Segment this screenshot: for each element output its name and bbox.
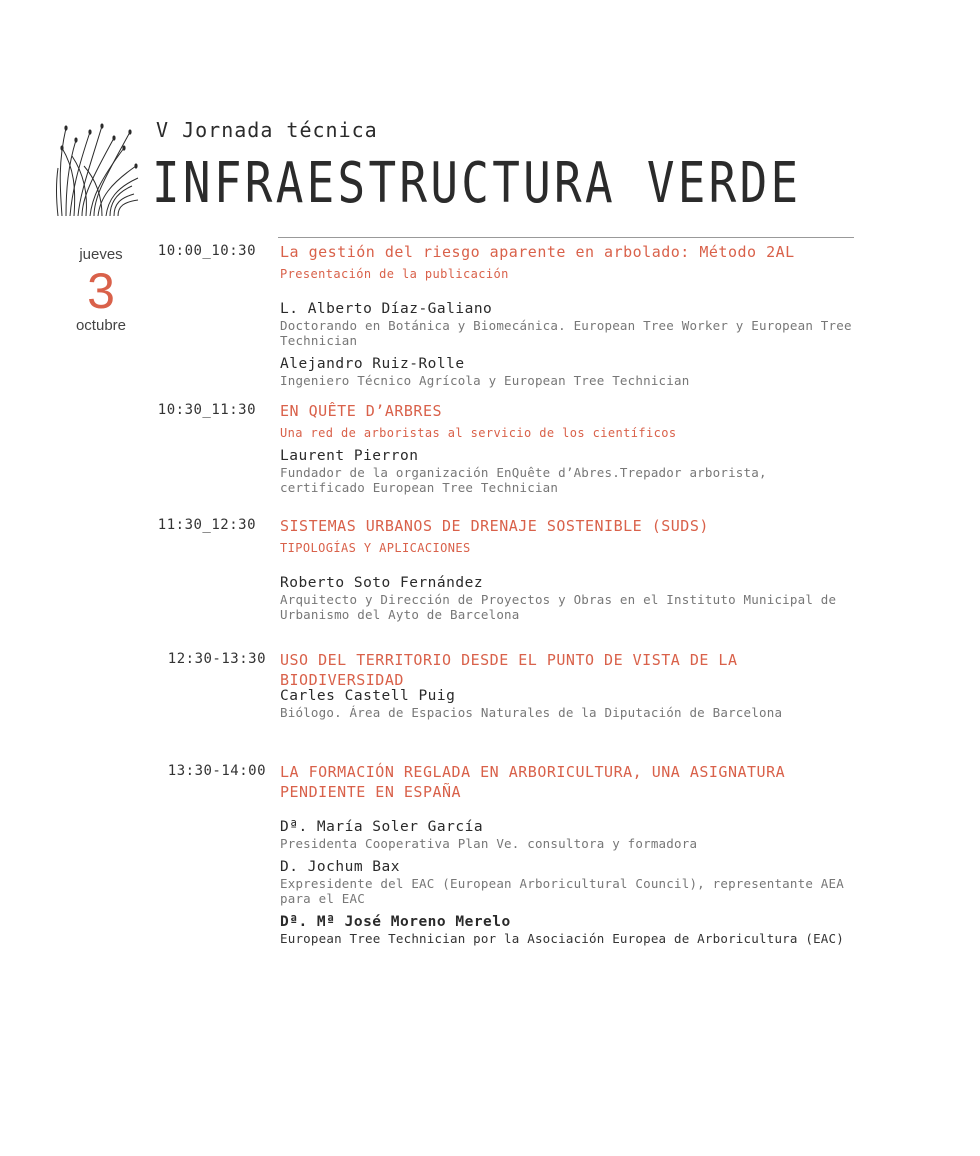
session-subtitle: Presentación de la publicación — [280, 267, 509, 281]
speaker-desc: Doctorando en Botánica y Biomecánica. European Tree Worker y European Tree Technician — [280, 318, 852, 348]
speaker-desc: Ingeniero Técnico Agrícola y European Tree Technician — [280, 373, 690, 388]
session-title: USO DEL TERRITORIO DESDE EL PUNTO DE VISTA DE LA BIODIVERSIDAD — [280, 651, 738, 689]
date-day: 3 — [87, 263, 115, 319]
session-title: LA FORMACIÓN REGLADA EN ARBORICULTURA, UNA ASIGNATURA PENDIENTE EN ESPAÑA — [280, 763, 786, 801]
speaker — [280, 818, 870, 851]
session-subtitle: Una red de arboristas al servicio de los científicos — [280, 426, 677, 440]
speaker-desc: European Tree Technician por la Asociación Europea de Arboricultura (EAC) — [280, 931, 844, 946]
session — [280, 762, 820, 802]
speaker — [280, 687, 870, 720]
session-title: SISTEMAS URBANOS DE DRENAJE SOSTENIBLE (SUDS) — [280, 517, 709, 535]
speaker-name: Laurent Pierron — [280, 448, 419, 464]
speaker — [280, 913, 870, 946]
session-title: La gestión del riesgo aparente en arbolado: Método 2AL — [280, 243, 795, 261]
speaker-desc: Arquitecto y Dirección de Proyectos y Obras en el Instituto Municipal de Urbanismo del Ayto de Barcelona — [280, 592, 837, 622]
session-time: 10:00_10:30 — [157, 243, 256, 259]
speaker-name: Roberto Soto Fernández — [280, 575, 484, 591]
speaker-name: Dª. Mª José Moreno Merelo — [280, 914, 511, 930]
session-time: 11:30_12:30 — [157, 517, 256, 533]
session — [280, 516, 870, 556]
date-month: octubre — [75, 317, 127, 334]
grass-icon — [54, 118, 144, 218]
speaker-desc: Fundador de la organización EnQuête d’Abres.Trepador arborista, certificado European Tree Technician — [280, 465, 767, 495]
speaker-desc: Expresidente del EAC (European Arboricultural Council), representante AEA para el EAC — [280, 876, 844, 906]
speaker-name: D. Jochum Bax — [280, 859, 400, 875]
speaker-name: Dª. María Soler García — [280, 819, 484, 835]
speaker-desc: Biólogo. Área de Espacios Naturales de la Diputación de Barcelona — [280, 705, 783, 720]
speaker-name: Alejandro Ruiz-Rolle — [280, 356, 465, 372]
page-title: INFRAESTRUCTURA VERDE — [152, 151, 802, 216]
speaker — [280, 858, 870, 906]
event-subtitle: V Jornada técnica — [156, 118, 378, 142]
session-subtitle: TIPOLOGÍAS Y APLICACIONES — [280, 541, 471, 555]
divider — [278, 237, 854, 238]
speaker — [280, 300, 870, 348]
session — [280, 242, 870, 282]
speaker — [280, 447, 870, 495]
session — [280, 401, 870, 441]
session-time: 12:30-13:30 — [167, 651, 266, 667]
speaker — [280, 574, 870, 622]
date-weekday: jueves — [79, 246, 123, 263]
session-time: 10:30_11:30 — [157, 402, 256, 418]
speaker-desc: Presidenta Cooperativa Plan Ve. consultora y formadora — [280, 836, 698, 851]
speaker-name: Carles Castell Puig — [280, 688, 456, 704]
speaker-name: L. Alberto Díaz-Galiano — [280, 301, 493, 317]
session — [280, 650, 780, 690]
speaker — [280, 355, 870, 388]
event-date — [60, 246, 142, 334]
session-title: EN QUÊTE D’ARBRES — [280, 402, 443, 420]
session-time: 13:30-14:00 — [167, 763, 266, 779]
